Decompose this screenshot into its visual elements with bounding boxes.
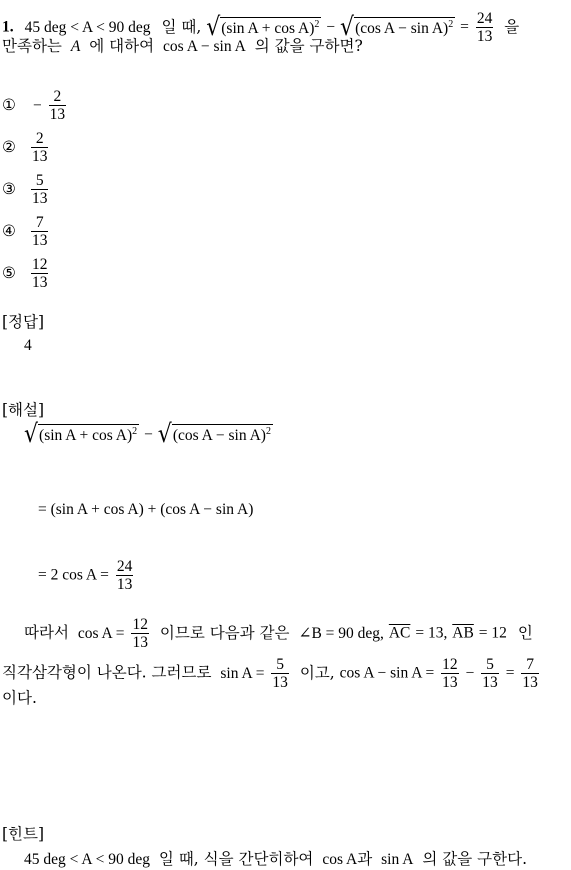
choice-2-num: 2 — [31, 130, 49, 148]
para2-mid: 이고, — [299, 663, 335, 682]
root-1-body: (sin A + cos A) — [221, 19, 315, 37]
rhs-denominator: 13 — [476, 28, 493, 45]
para2-minus: − — [465, 664, 475, 682]
solution-root-1: √ (sin A + cos A)$^2$ — [24, 420, 138, 449]
choice-4-mark: ④ — [2, 221, 16, 240]
answer-label: [정답] — [2, 313, 45, 331]
solution-para-3: 이다. — [2, 689, 37, 707]
para2-diff-expr: cos A − sin A = — [339, 664, 435, 682]
choice-3-mark: ③ — [2, 179, 16, 198]
choice-2-fraction — [31, 130, 49, 165]
hint-text — [24, 849, 527, 870]
line2-prefix: 만족하는 — [2, 37, 62, 55]
para2-f2-num: 5 — [481, 656, 499, 674]
choice-5[interactable] — [2, 256, 50, 291]
condition-when: 일 때, — [161, 17, 202, 36]
para1-num: 12 — [132, 616, 148, 633]
rhs-numerator: 24 — [476, 10, 493, 27]
solution-step-2-fraction — [116, 558, 134, 593]
solution-step-1: = (sin A + cos A) + (cos A − sin A) — [38, 501, 254, 518]
choice-2-den: 13 — [31, 148, 48, 165]
choice-3-fraction — [31, 172, 49, 207]
solution-root-1-exponent: 2 — [132, 425, 138, 437]
para2-f1-den: 13 — [442, 674, 458, 691]
para2-prefix: 직각삼각형이 나온다. 그러므로 — [2, 663, 212, 682]
solution-step-2-num: 24 — [116, 558, 133, 575]
hint-label: [힌트] — [2, 825, 45, 843]
choice-1-mark: ① — [2, 95, 16, 114]
condition-range: 45 deg < A < 90 deg — [24, 18, 151, 36]
choice-4-num: 7 — [31, 214, 49, 232]
choice-1-den: 13 — [49, 106, 66, 123]
root-2-exponent: 2 — [448, 18, 454, 30]
para1-end: 인 — [517, 623, 533, 642]
solution-line-1 — [24, 420, 273, 449]
problem-number: 1. — [2, 18, 14, 36]
line2-mid: 에 대하여 — [89, 37, 155, 55]
equals-sign: = — [460, 18, 469, 36]
para2-f2-den: 13 — [482, 674, 498, 691]
choice-5-den: 13 — [31, 274, 48, 291]
para1-angle: ∠B = 90 deg, — [298, 624, 384, 642]
root-1-exponent: 2 — [314, 18, 320, 30]
para1-prefix: 따라서 — [24, 623, 69, 642]
solution-step-2 — [38, 558, 135, 593]
para1-den: 13 — [132, 634, 148, 651]
hint-and: 과 — [357, 850, 373, 868]
line2-expression: cos A − sin A — [163, 38, 246, 55]
root-1: √ (sin A + cos A)$^2$ — [206, 12, 320, 42]
solution-root-2-exponent: 2 — [265, 425, 271, 437]
choice-4[interactable] — [2, 214, 50, 249]
para2-equals: = — [505, 664, 515, 682]
solution-minus: − — [144, 426, 153, 443]
para2-sin-num: 5 — [271, 656, 289, 674]
solution-root-1-body: (sin A + cos A) — [39, 427, 133, 444]
choice-5-num: 12 — [31, 256, 48, 273]
hint-mid: 일 때, 식을 간단히하여 — [158, 850, 314, 868]
line2-variable: A — [70, 38, 81, 55]
hint-sin: sin A — [381, 851, 414, 868]
problem-particle: 을 — [504, 17, 520, 36]
problem-line-2 — [2, 36, 363, 57]
choice-3-num: 5 — [31, 172, 49, 190]
line2-suffix: 의 값을 구하면? — [254, 37, 363, 55]
choice-4-fraction — [31, 214, 49, 249]
hint-cos: cos A — [322, 851, 358, 868]
solution-label: [해설] — [2, 401, 45, 419]
para2-f3-num: 7 — [521, 656, 539, 674]
para2-fraction-2 — [481, 656, 499, 691]
choice-1-fraction — [49, 88, 67, 123]
choice-1-sign: − — [32, 96, 42, 114]
choice-1-num: 2 — [49, 88, 67, 106]
rhs-fraction — [476, 10, 494, 45]
segment-ab: $\overline{AB}$ — [452, 624, 474, 642]
choice-3-den: 13 — [31, 190, 48, 207]
root-2-body: (cos A − sin A) — [355, 19, 449, 37]
choice-4-den: 13 — [31, 232, 48, 249]
para1-fraction — [131, 616, 149, 651]
solution-step-2-lhs: = 2 cos A = — [38, 566, 109, 584]
para2-fraction-3 — [521, 656, 539, 691]
choice-2[interactable] — [2, 130, 50, 165]
hint-range: 45 deg < A < 90 deg — [24, 851, 150, 868]
para2-f3-den: 13 — [522, 674, 538, 691]
choice-3[interactable] — [2, 172, 50, 207]
para1-cos-expr: cos A = — [77, 624, 125, 642]
para2-sin-den: 13 — [272, 674, 288, 691]
choice-5-fraction — [31, 256, 49, 291]
para2-sin-fraction — [271, 656, 289, 691]
segment-ac-value: = 13, — [415, 624, 448, 642]
solution-para-1 — [24, 616, 533, 651]
root-2: √ (cos A − sin A)$^2$ — [340, 12, 454, 42]
solution-para-2 — [2, 656, 541, 691]
solution-root-2: √ (cos A − sin A)$^2$ — [157, 420, 271, 449]
choice-5-mark: ⑤ — [2, 263, 16, 282]
answer-value: 4 — [24, 337, 32, 354]
para2-f1-num: 12 — [442, 656, 458, 673]
solution-root-2-body: (cos A − sin A) — [172, 427, 266, 444]
choice-2-mark: ② — [2, 137, 16, 156]
para2-sin-expr: sin A = — [220, 664, 265, 682]
para1-mid: 이므로 다음과 같은 — [159, 623, 290, 642]
segment-ab-value: = 12 — [478, 624, 507, 642]
segment-ac: $\overline{AC}$ — [388, 624, 411, 642]
hint-suffix: 의 값을 구한다. — [422, 850, 527, 868]
choice-1[interactable] — [2, 88, 68, 123]
solution-step-2-den: 13 — [116, 576, 133, 593]
problem-line-1: 1. 45 deg < A < 90 deg 일 때, √ (sin A + cos A)$^2$ − √ (cos A − sin A)$^2$ = $\frac{24}{13}$ 을 — [2, 10, 520, 45]
para2-fraction-1 — [441, 656, 459, 691]
